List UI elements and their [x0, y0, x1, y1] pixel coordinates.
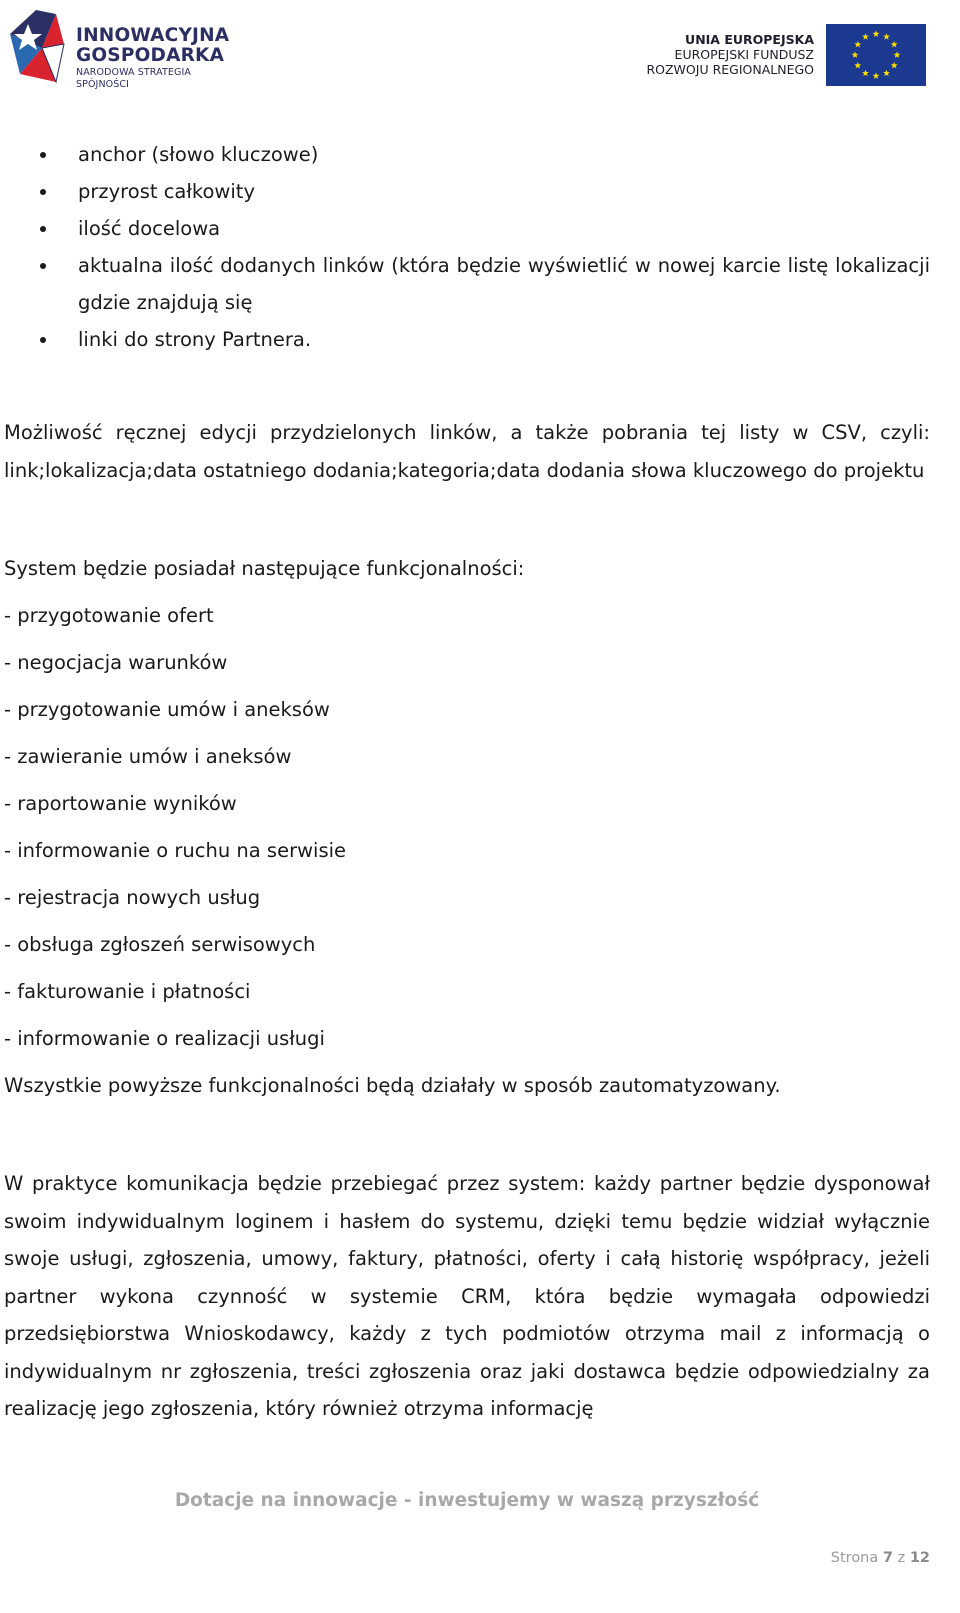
function-item: - przygotowanie umów i aneksów [4, 698, 330, 721]
list-item [4, 321, 930, 358]
list-item [4, 210, 930, 247]
eu-logo-line1: UNIA EUROPEJSKA [685, 32, 814, 47]
eu-logo-line2: EUROPEJSKI FUNDUSZ [674, 47, 814, 62]
functions-heading: System będzie posiadał następujące funkcjonalności: [4, 557, 525, 580]
spacer [4, 358, 930, 414]
page-current: 7 [882, 1550, 893, 1566]
ig-text-block [76, 26, 246, 91]
ig-logo-line2: GOSPODARKA [76, 45, 225, 66]
csv-paragraph: Możliwość ręcznej edycji przydzielonych linków, a także pobrania tej listy w CSV, czyli: link;lokalizacja;data ostatniego dodania;kategoria;data dodania słowa kluczowego do projektu [4, 421, 930, 482]
spacer [4, 489, 930, 545]
function-item: - informowanie o ruchu na serwisie [4, 839, 347, 862]
function-item: - informowanie o realizacji usługi [4, 1027, 325, 1050]
eu-logo [636, 24, 926, 86]
bullet-icon [40, 189, 46, 195]
bullet-icon [40, 263, 46, 269]
eu-flag-icon [826, 24, 926, 86]
function-item: - zawieranie umów i aneksów [4, 745, 292, 768]
eu-text-block [646, 32, 814, 77]
page-prefix: Strona [830, 1550, 879, 1566]
bullet-icon [40, 226, 46, 232]
bullet-icon [40, 152, 46, 158]
ig-logo-sub: NARODOWA STRATEGIA SPÓJNOŚCI [76, 67, 191, 90]
communication-paragraph: W praktyce komunikacja będzie przebiegać przez system: każdy partner będzie dysponował swoim indywidualnym loginem i hasłem do systemu, dzięki temu będzie widział wyłącznie swoje usługi, zgłoszenia, umowy, faktury, płatności, oferty i całą historię współpracy, jeżeli partner wykona czynność w systemie CRM, która będzie wymagała odpowiedzi przedsiębiorstwa Wnioskodawcy, każdy z tych podmiotów otrzyma mail z informacją o indywidualnym nr zgłoszenia, treści zgłoszenia oraz jaki dostawca będzie odpowiedzialny za realizację jego zgłoszenia, który również otrzyma informację [4, 1172, 930, 1420]
list-item-text: anchor (słowo kluczowe) [78, 143, 319, 166]
list-item [4, 136, 930, 173]
function-item: - fakturowanie i płatności [4, 980, 251, 1003]
ig-emblem-icon [6, 4, 68, 86]
bullet-list [4, 136, 930, 358]
innowacyjna-gospodarka-logo [6, 4, 246, 90]
ig-logo-line1: INNOWACYJNA [76, 25, 230, 46]
page-total: 12 [909, 1550, 930, 1566]
function-item: - przygotowanie ofert [4, 604, 214, 627]
document-body [4, 136, 930, 1428]
eu-logo-line3: ROZWOJU REGIONALNEGO [646, 62, 814, 77]
list-item [4, 247, 930, 321]
function-item: - negocjacja warunków [4, 651, 228, 674]
list-item-text: aktualna ilość dodanych linków (która będzie wyświetlić w nowej karcie listę lokalizacji gdzie znajdują się [78, 254, 930, 314]
footer-slogan: Dotacje na innowacje - inwestujemy w waszą przyszłość [174, 1490, 760, 1511]
function-item: - rejestracja nowych usług [4, 886, 261, 909]
list-item [4, 173, 930, 210]
page-number [831, 1550, 930, 1566]
bullet-icon [40, 337, 46, 343]
page-sep: z [897, 1550, 906, 1566]
list-item-text: ilość docelowa [78, 217, 221, 240]
list-item-text: przyrost całkowity [78, 180, 255, 203]
list-item-text: linki do strony Partnera. [78, 328, 312, 351]
spacer [4, 1109, 930, 1165]
function-item: - obsługa zgłoszeń serwisowych [4, 933, 316, 956]
function-item: - raportowanie wyników [4, 792, 237, 815]
functions-summary: Wszystkie powyższe funkcjonalności będą działały w sposób zautomatyzowany. [4, 1074, 781, 1097]
